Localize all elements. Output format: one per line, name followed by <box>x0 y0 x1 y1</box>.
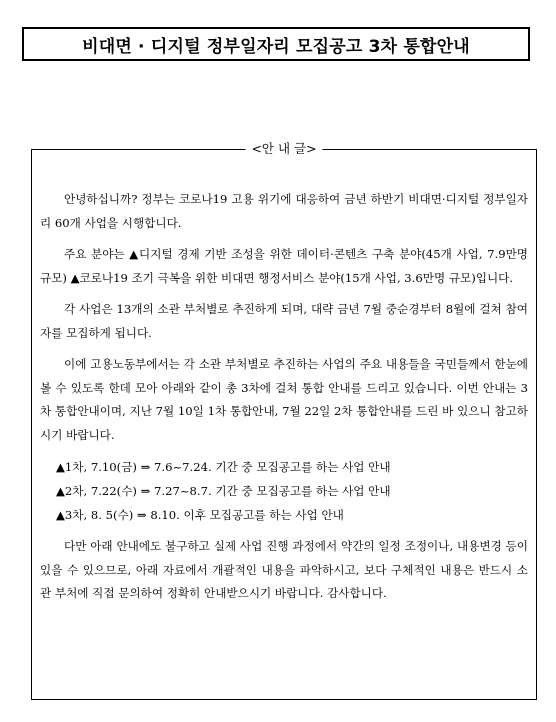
schedule-item-3: ▲3차, 8. 5(수) ⇒ 8.10. 이후 모집공고를 하는 사업 안내 <box>56 508 344 522</box>
closing-paragraph: 다만 아래 안내에도 불구하고 실제 사업 진행 과정에서 약간의 일정 조정이나, 내용변경 등이 있을 수 있으므로, 아래 자료에서 개괄적인 내용을 파악하시고, 보다 구체적인 내용은 반드시 소관 부처에 직접 문의하여 정확히 안내받으시기 바랍니다. 감사합니다. <box>40 539 528 600</box>
notice-box <box>31 141 537 700</box>
guide-paragraph: 이에 고용노동부에서는 각 소관 부처별로 추진하는 사업의 주요 내용들을 국민들께서 한눈에 볼 수 있도록 한데 모아 아래와 같이 총 3차에 걸쳐 통합 안내를 드리고 있습니다. 이번 안내는 3차 통합안내이며, 지난 7월 10일 1차 통합안내, 7월 22일 2차 통합안내를 드린 바 있으니 참고하시기 바랍니다. <box>40 357 528 442</box>
notice-body <box>40 188 528 614</box>
schedule-item-2: ▲2차, 7.22(수) ⇒ 7.27~8.7. 기간 중 모집공고를 하는 사업 안내 <box>56 484 391 498</box>
schedule-item-1: ▲1차, 7.10(금) ⇒ 7.6~7.24. 기간 중 모집공고를 하는 사업 안내 <box>56 460 391 474</box>
notice-heading: <안 내 글> <box>245 140 322 158</box>
schedule-list <box>40 455 528 527</box>
document-title: 비대면 · 디지털 정부일자리 모집공고 3차 통합안내 <box>82 36 470 57</box>
fields-paragraph: 주요 분야는 ▲디지털 경제 기반 조성을 위한 데이터·콘텐츠 구축 분야(45개 사업, 7.9만명 규모) ▲코로나19 조기 극복을 위한 비대면 행정서비스 분야(15개 사업, 3.6만명 규모)입니다. <box>40 247 528 285</box>
intro-paragraph: 안녕하십니까? 정부는 코로나19 고용 위기에 대응하여 금년 하반기 비대면·디지털 정부일자리 60개 사업을 시행합니다. <box>40 192 528 230</box>
document-title-box <box>22 27 530 61</box>
schedule-paragraph: 각 사업은 13개의 소관 부처별로 추진하게 되며, 대략 금년 7월 중순경부터 8월에 걸쳐 참여자를 모집하게 됩니다. <box>40 302 528 340</box>
